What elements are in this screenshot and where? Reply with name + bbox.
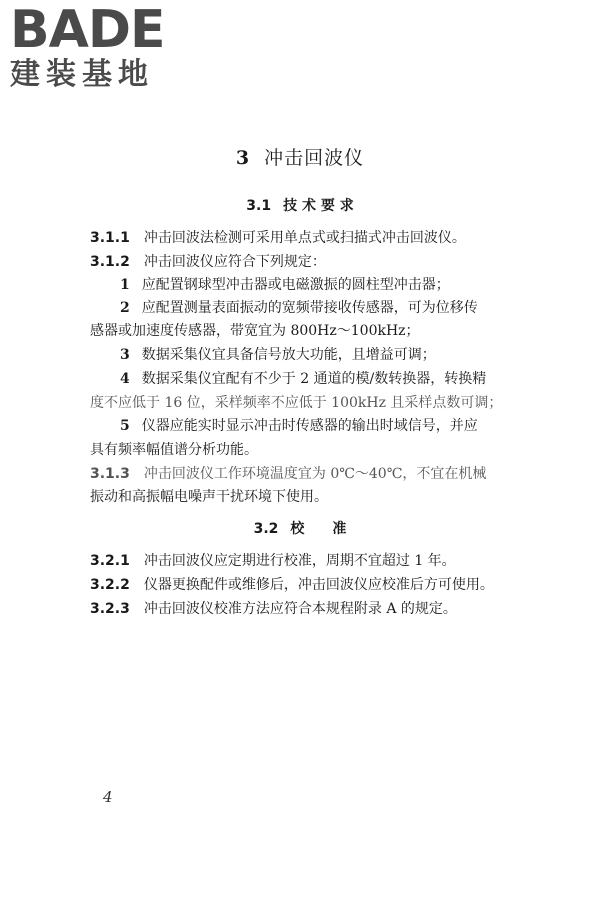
- page-number: 4: [103, 788, 113, 806]
- item-text: 仪器应能实时显示冲击时传感器的输出时域信号，并应: [141, 418, 478, 434]
- list-item-2: [120, 298, 550, 318]
- list-item-1: [120, 275, 550, 295]
- item-text: 应配置测量表面振动的宽频带接收传感器，可为位移传: [141, 300, 478, 316]
- clause-number: 3.2.3: [90, 601, 130, 617]
- clause-text: 仪器更换配件或维修后，冲击回波仪应校准后方可使用。: [143, 577, 494, 593]
- section-title: 校 准: [290, 521, 347, 537]
- bade-logo: [10, 0, 180, 92]
- chapter-number: 3: [235, 147, 251, 169]
- item-text: 应配置钢球型冲击器或电磁激振的圆柱型冲击器；: [141, 277, 450, 293]
- clause-number: 3.1.3: [90, 466, 130, 482]
- item-text: 数据采集仪宜配有不少于 2 通道的模/数转换器，转换精: [141, 371, 487, 387]
- section-heading-3-1: [0, 195, 600, 215]
- clause-text: 冲击回波仪校准方法应符合本规程附录 A 的规定。: [143, 601, 457, 617]
- clause-text: 冲击回波仪工作环境温度宜为 0℃～40℃，不宜在机械: [143, 466, 487, 482]
- list-item-4: [120, 369, 550, 389]
- item-number: 1: [120, 277, 130, 293]
- list-item-5-continuation: 具有频率幅值谱分析功能。: [90, 442, 258, 458]
- section-heading-3-2: [0, 518, 600, 538]
- clause-number: 3.1.1: [90, 230, 130, 246]
- clause-text: 冲击回波仪应定期进行校准，周期不宜超过 1 年。: [143, 553, 456, 569]
- section-title: 技 术 要 求: [283, 198, 354, 214]
- logo-chinese-text: 建装基地: [10, 57, 154, 92]
- clause-3-1-3-continuation: 振动和高振幅电噪声干扰环境下使用。: [90, 489, 328, 505]
- clause-3-2-2: [90, 575, 520, 595]
- clause-number: 3.1.2: [90, 254, 130, 270]
- clause-number: 3.2.1: [90, 553, 130, 569]
- clause-number: 3.2.2: [90, 577, 130, 593]
- list-item-5: [120, 416, 550, 436]
- chapter-name: 冲击回波仪: [264, 147, 365, 169]
- clause-3-1-3: [90, 464, 520, 484]
- item-number: 4: [120, 371, 130, 387]
- item-number: 2: [120, 300, 130, 316]
- clause-text: 冲击回波法检测可采用单点式或扫描式冲击回波仪。: [143, 230, 466, 246]
- logo-wordmark: BADE: [10, 0, 165, 60]
- list-item-4-continuation: 度不应低于 16 位，采样频率不应低于 100kHz 且采样点数可调；: [90, 395, 503, 411]
- clause-3-1-1: [90, 228, 520, 248]
- item-number: 5: [120, 418, 130, 434]
- list-item-2-continuation: 感器或加速度传感器，带宽宜为 800Hz～100kHz；: [90, 323, 420, 339]
- section-number: 3.1: [246, 198, 272, 214]
- section-number: 3.2: [253, 521, 279, 537]
- list-item-3: [120, 345, 550, 365]
- item-text: 数据采集仪宜具备信号放大功能，且增益可调；: [141, 347, 436, 363]
- item-number: 3: [120, 347, 130, 363]
- clause-3-1-2: [90, 252, 520, 272]
- clause-3-2-1: [90, 551, 520, 571]
- clause-3-2-3: [90, 599, 520, 619]
- chapter-title: [0, 143, 600, 170]
- clause-text: 冲击回波仪应符合下列规定：: [143, 254, 326, 270]
